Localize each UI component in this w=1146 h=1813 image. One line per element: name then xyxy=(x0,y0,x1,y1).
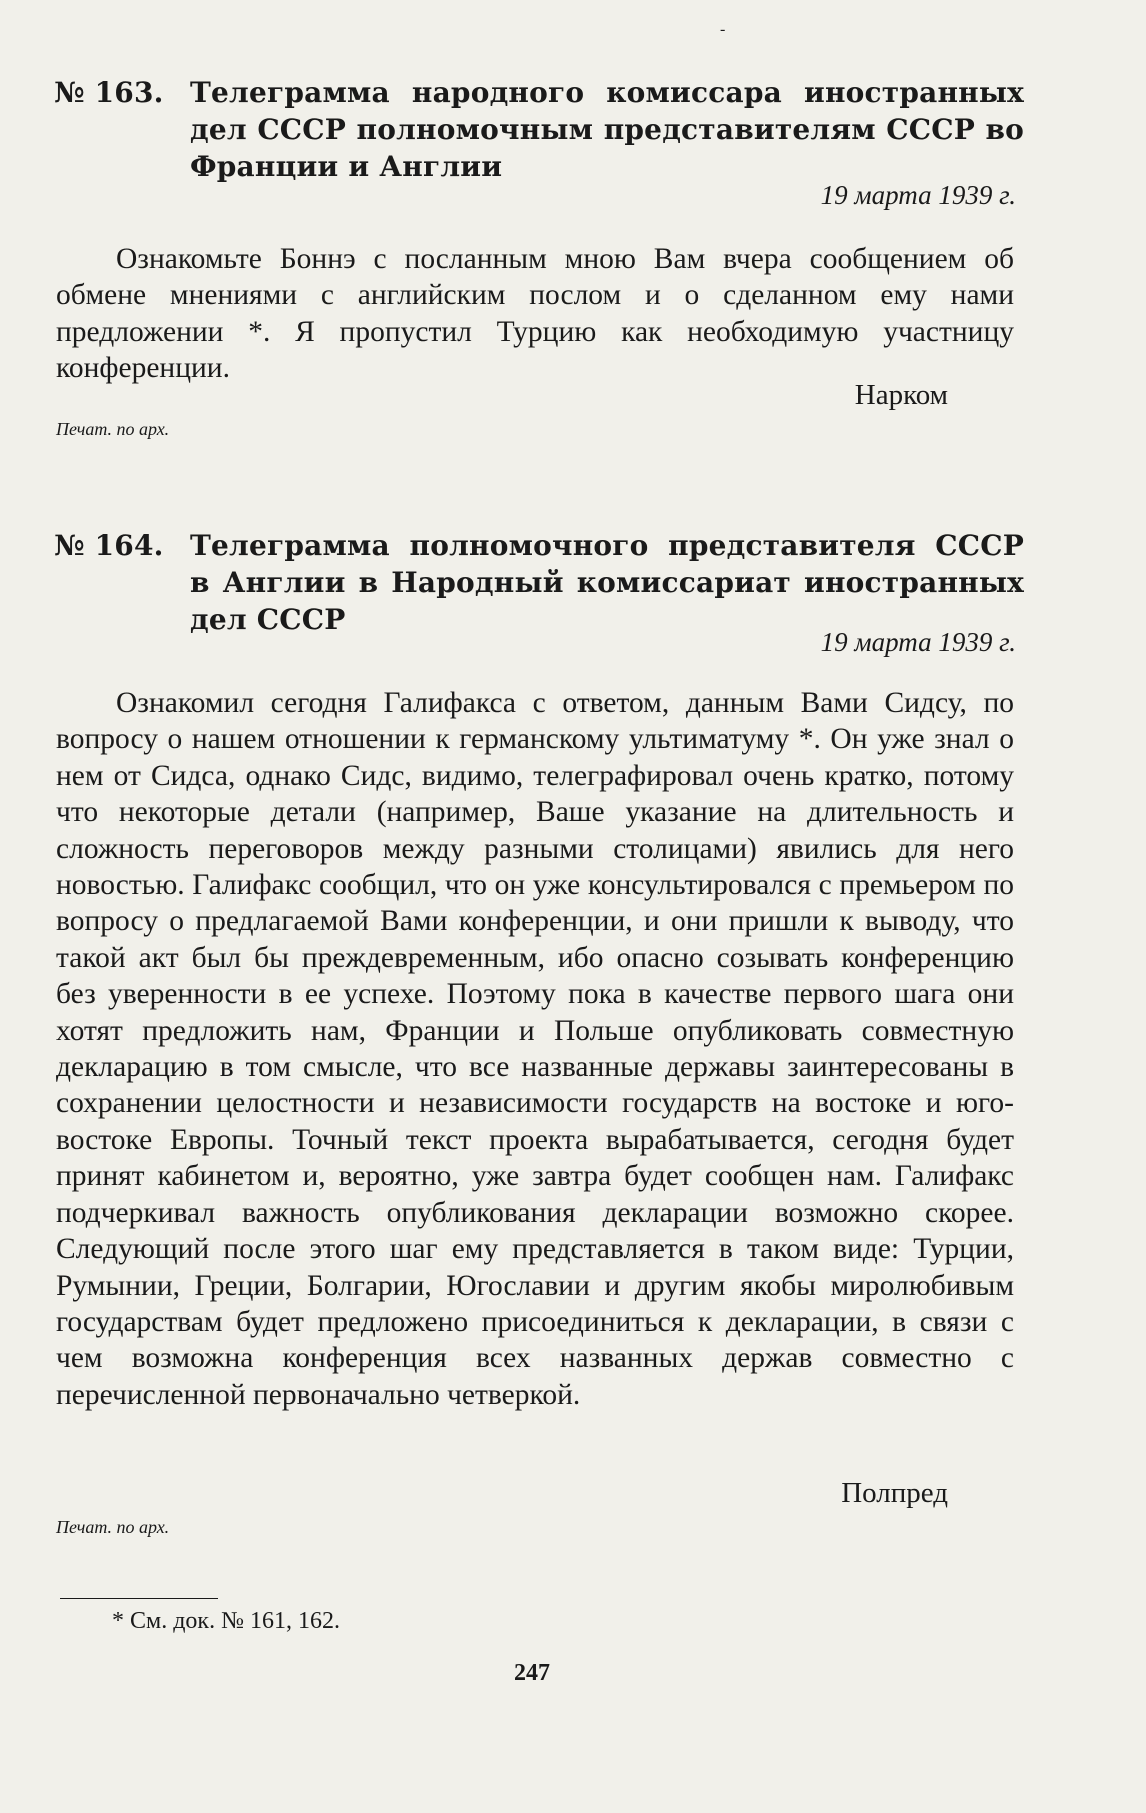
footnote-divider xyxy=(60,1598,218,1599)
doc-164-title: Телеграмма полномочного представителя СССР в Англии в Народный комиссариат иностранных дел СССР xyxy=(190,529,1024,636)
page-number: 247 xyxy=(514,1660,550,1686)
doc-163-signature: Нарком xyxy=(854,379,948,411)
doc-163-source: Печат. по арх. xyxy=(56,419,170,439)
doc-164-source: Печат. по арх. xyxy=(56,1517,170,1537)
doc-163-body xyxy=(56,241,1014,387)
doc-164-paragraph: Ознакомил сегодня Галифакса с ответом, данным Вами Сидсу, по вопросу о нашем отношении к германскому ультиматуму *. Он уже знал о нем от Сидса, однако Сидс, видимо, телеграфировал очень кратко, потому что некоторые детали (например, Ваше указание на длительность и сложность переговоров между разными столицами) явились для него новостью. Галифакс сообщил, что он уже консультировался с премьером по вопросу о предлагаемой Вами конференции, и они пришли к выводу, что такой акт был бы преждевременным, ибо опасно созывать конференцию без уверенности в ее успехе. Поэтому пока в качестве первого шага они хотят предложить нам, Франции и Польше опубликовать совместную декларацию в том смысле, что все названные державы заинтересованы в сохранении целостности и независимости государств на востоке и юго-востоке Европы. Точный текст проекта вырабатывается, сегодня будет принят кабинетом и, вероятно, уже завтра будет сообщен нам. Галифакс подчеркивал важность опубликования декларации возможно скорее. Следующий после этого шаг ему представляется в таком виде: Турции, Румынии, Греции, Болгарии, Югославии и другим якобы миролюбивым государствам будет предложено присоединиться к декларации, в связи с чем возможна конференция всех названных держав совместно с перечисленной первоначально четверкой. xyxy=(56,687,1014,1411)
doc-164-signature: Полпред xyxy=(841,1477,948,1509)
doc-163-heading xyxy=(54,74,1024,185)
doc-163-date: 19 марта 1939 г. xyxy=(820,180,1016,210)
doc-163-title: Телеграмма народного комиссара иностранных дел СССР полномочным представителям СССР во Франции и Англии xyxy=(190,76,1024,183)
doc-163-paragraph: Ознакомьте Боннэ с посланным мною Вам вчера сообщением об обмене мнениями с английским послом и о сделанном ему нами предложении *. Я пропустил Турцию как необходимую участницу конференции. xyxy=(56,243,1014,385)
footnote: * См. док. № 161, 162. xyxy=(112,1608,340,1634)
doc-164-body xyxy=(56,685,1014,1413)
doc-164-date: 19 марта 1939 г. xyxy=(820,627,1016,657)
doc-164-number: № 164. xyxy=(54,529,164,562)
doc-163-number: № 163. xyxy=(54,76,164,109)
doc-164-heading xyxy=(54,527,1024,638)
top-mark: - xyxy=(720,21,726,38)
